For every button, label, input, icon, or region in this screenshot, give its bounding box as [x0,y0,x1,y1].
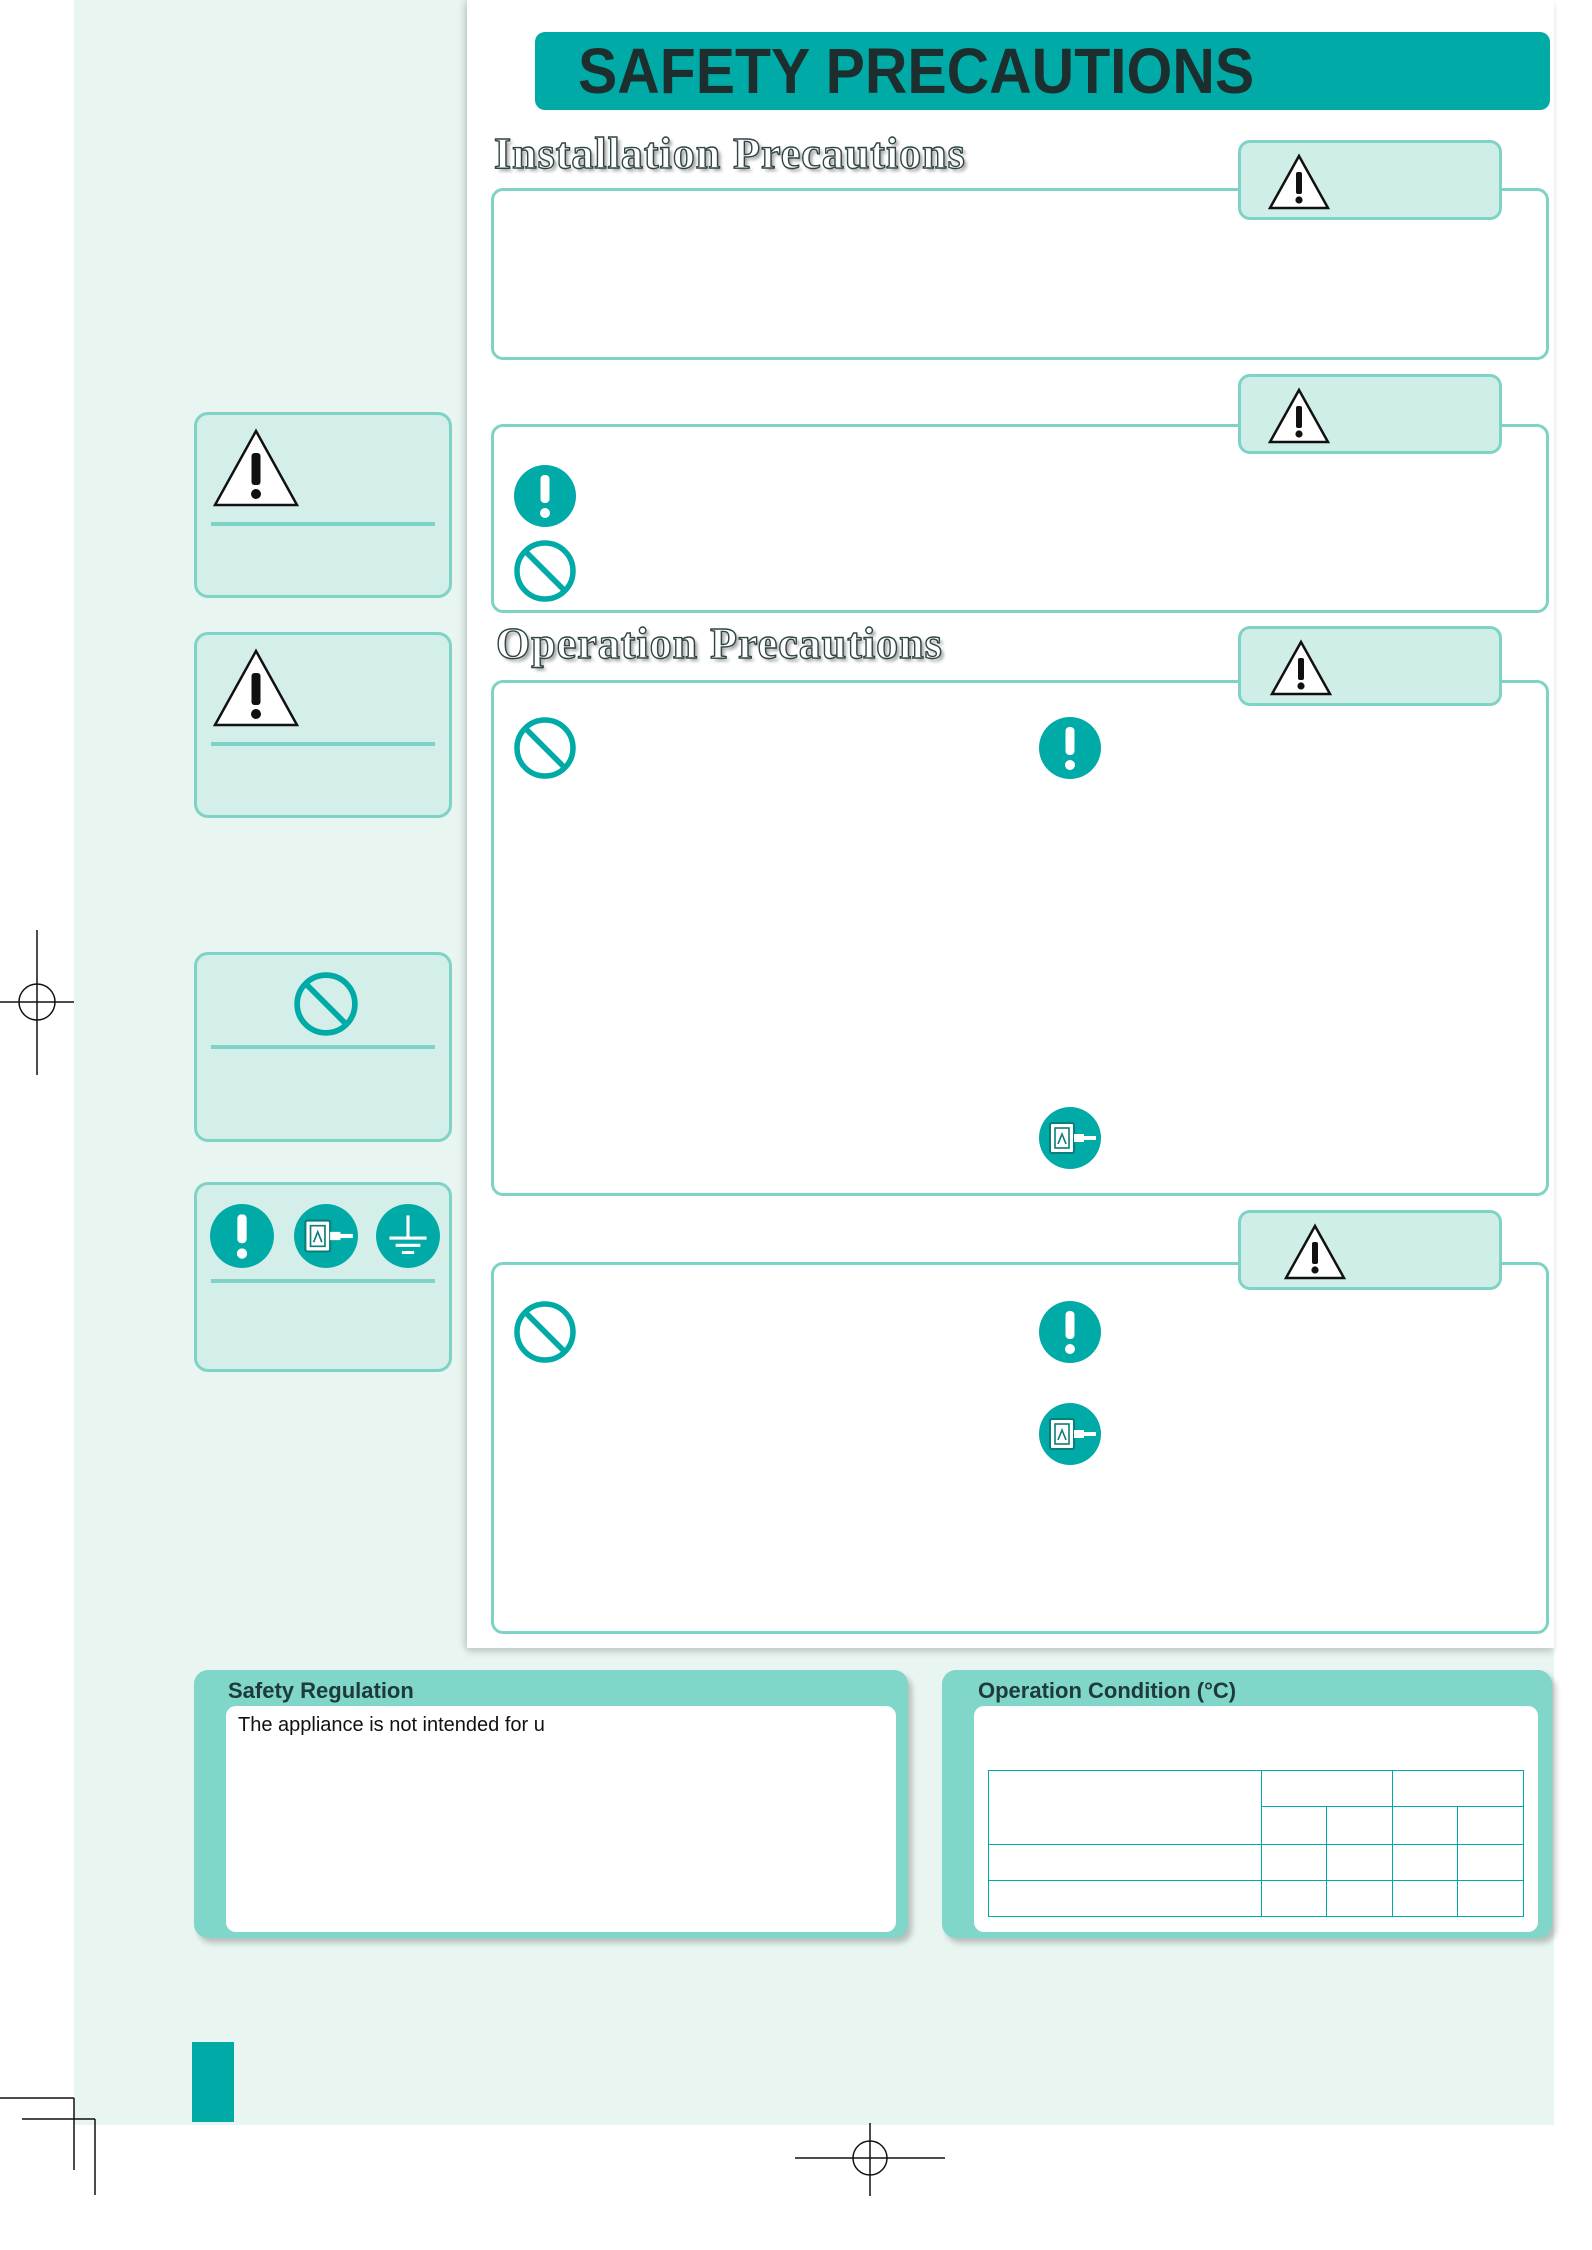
table-cell [1458,1881,1524,1917]
legend-divider [211,742,435,746]
table-cell [1392,1807,1458,1845]
prohibition-icon [513,1300,577,1364]
warning-triangle-icon [211,427,301,509]
warning-triangle-icon [1269,639,1333,697]
warning-triangle-icon [1267,387,1331,445]
safety-regulation-card [194,1670,908,1938]
table-cell [1458,1845,1524,1881]
registration-mark-bottom [790,2118,950,2198]
table-cell [1327,1807,1393,1845]
table-cell [1261,1845,1327,1881]
exclamation-circle-icon [209,1203,275,1269]
legend-caution-box [194,632,452,818]
table-cell [1261,1771,1392,1807]
ground-icon [375,1203,441,1269]
table-cell [1392,1881,1458,1917]
installation-tab-2 [1238,374,1502,454]
warning-triangle-icon [1283,1223,1347,1281]
table-cell [1261,1881,1327,1917]
legend-divider [211,1045,435,1049]
legend-warning-box [194,412,452,598]
prohibition-icon [293,971,359,1037]
exclamation-circle-icon [1038,716,1102,780]
warning-triangle-icon [1267,153,1331,211]
safety-regulation-title: Safety Regulation [228,1678,414,1703]
safety-regulation-text: The appliance is not intended for u [238,1714,545,1736]
table-cell [1392,1845,1458,1881]
operation-heading: Operation Precautions [496,619,943,668]
operation-condition-table [988,1770,1524,1917]
page-title: SAFETY PRECAUTIONS [578,35,1255,107]
operation-box-1 [491,680,1549,1196]
table-cell [1392,1771,1523,1807]
installation-heading: Installation Precautions [494,129,966,178]
table-cell [1458,1807,1524,1845]
table-cell [1327,1881,1393,1917]
operation-tab-2 [1238,1210,1502,1290]
registration-mark-left [0,925,80,1075]
crop-mark-corner [0,2090,110,2200]
unplug-icon [1038,1106,1102,1170]
exclamation-circle-icon [513,464,577,528]
legend-divider [211,522,435,526]
table-cell [989,1771,1262,1845]
exclamation-circle-icon [1038,1300,1102,1364]
page-tab-marker [192,2042,234,2122]
table-cell [989,1881,1262,1917]
safety-regulation-body [226,1706,896,1932]
unplug-icon [293,1203,359,1269]
table-cell [1327,1845,1393,1881]
unplug-icon [1038,1402,1102,1466]
warning-triangle-icon [211,647,301,729]
prohibition-icon [513,716,577,780]
legend-divider [211,1279,435,1283]
table-cell [989,1845,1262,1881]
operation-condition-title: Operation Condition (°C) [978,1678,1237,1703]
legend-mandatory-box [194,1182,452,1372]
operation-condition-body [974,1706,1538,1932]
operation-condition-card [942,1670,1552,1938]
operation-tab-1 [1238,626,1502,706]
installation-tab-1 [1238,140,1502,220]
prohibition-icon [513,539,577,603]
legend-prohibited-box [194,952,452,1142]
table-cell [1261,1807,1327,1845]
operation-box-2 [491,1262,1549,1634]
